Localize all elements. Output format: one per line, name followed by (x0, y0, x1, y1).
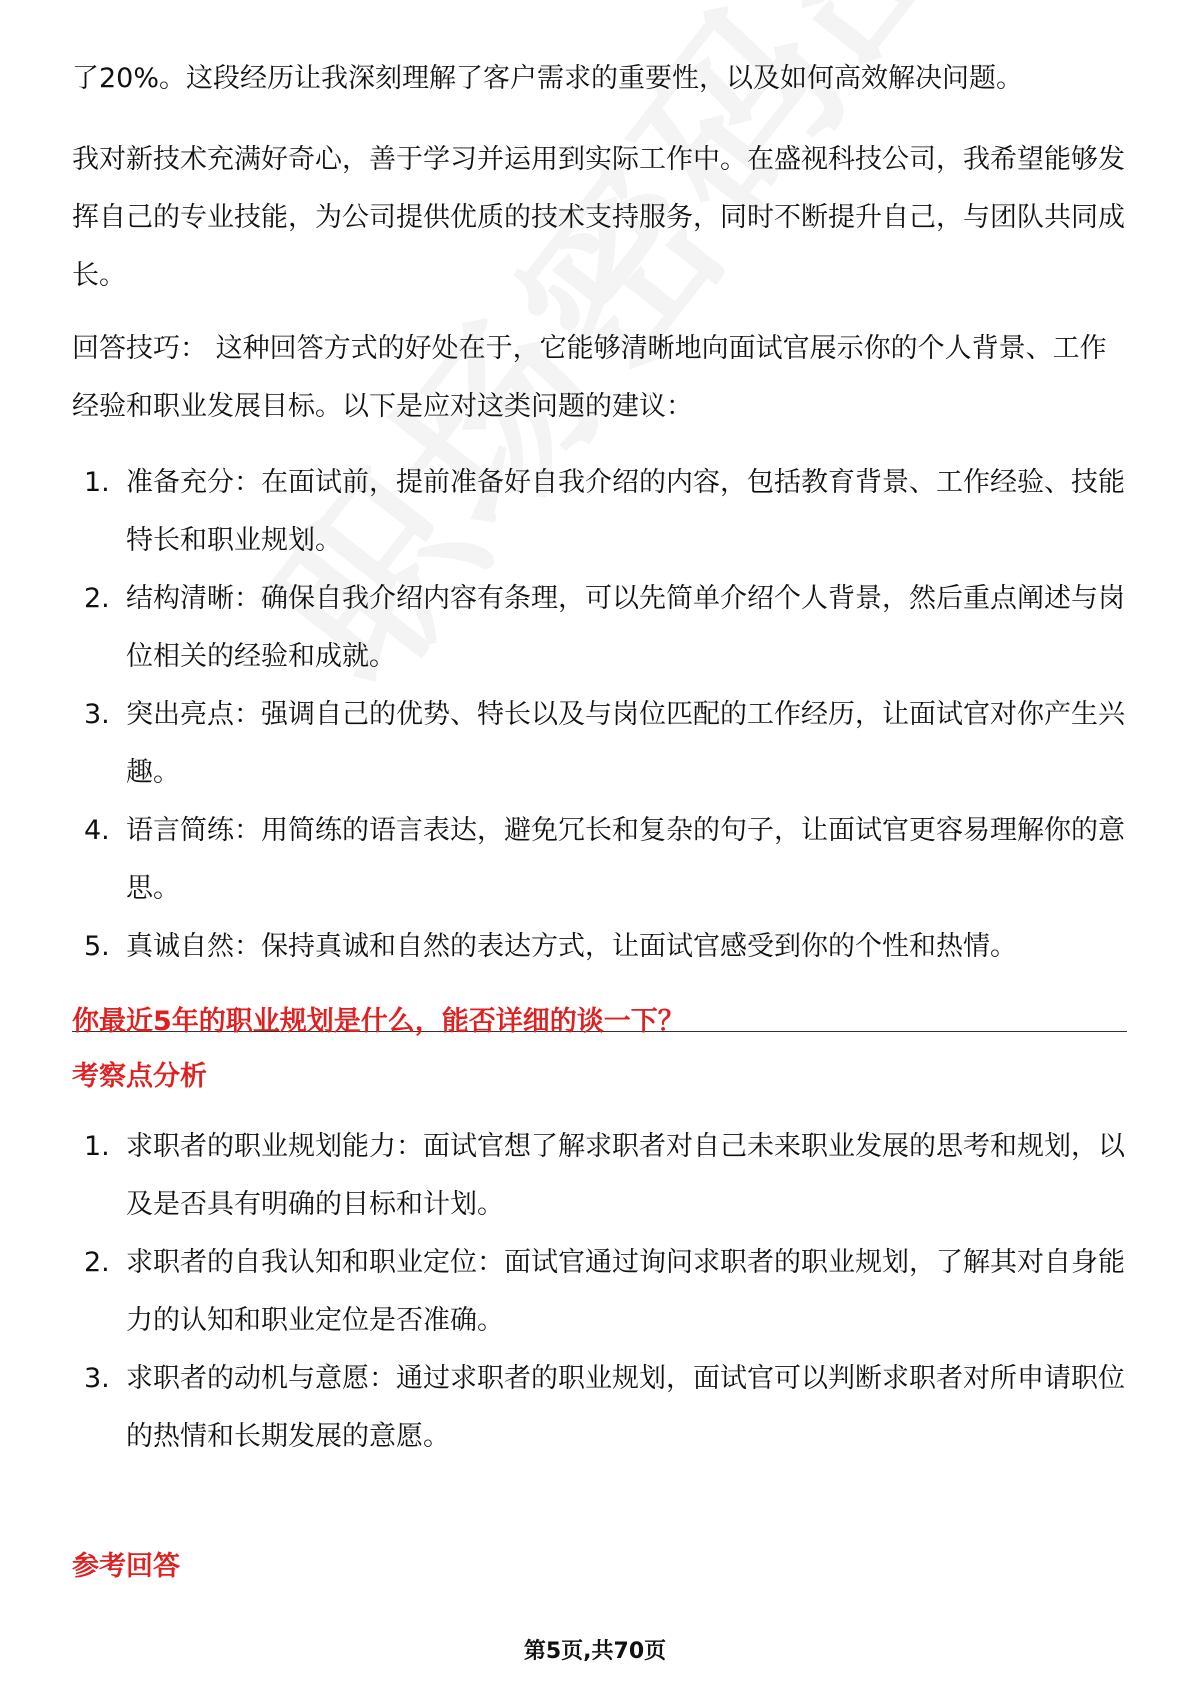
question-title: 你最近5年的职业规划是什么，能否详细的谈一下？ (72, 1006, 685, 1037)
list-number: 2. (84, 1247, 110, 1278)
page-number-footer: 第5页,共70页 (523, 1639, 667, 1664)
list-item-text: 结构清晰：确保自我介绍内容有条理，可以先简单介绍个人背景，然后重点阐述与岗位相关的经验和成就。 (126, 583, 1125, 672)
list-item (72, 570, 1127, 686)
list-item-text: 突出亮点：强调自己的优势、特长以及与岗位匹配的工作经历，让面试官对你产生兴趣。 (126, 699, 1125, 788)
list-item (72, 802, 1127, 918)
list-item-text: 求职者的动机与意愿：通过求职者的职业规划，面试官可以判断求职者对所申请职位的热情和长期发展的意愿。 (126, 1363, 1125, 1452)
tips-paragraph: 回答技巧： 这种回答方式的好处在于，它能够清晰地向面试官展示你的个人背景、工作经验和职业发展目标。以下是应对这类问题的建议： (72, 333, 1107, 422)
list-item (72, 1118, 1127, 1234)
list-item-text: 真诚自然：保持真诚和自然的表达方式，让面试官感受到你的个性和热情。 (126, 931, 1017, 962)
list-item (72, 918, 1127, 976)
intro-paragraph-1: 了20%。这段经历让我深刻理解了客户需求的重要性，以及如何高效解决问题。 (72, 63, 1024, 94)
reference-heading: 参考回答 (72, 1551, 180, 1582)
list-item (72, 686, 1127, 802)
list-item-text: 求职者的职业规划能力：面试官想了解求职者对自己未来职业发展的思考和规划，以及是否具有明确的目标和计划。 (126, 1131, 1125, 1220)
list-number: 3. (84, 1363, 110, 1394)
list-number: 1. (84, 1131, 110, 1162)
tips-list (72, 454, 1127, 976)
list-number: 4. (84, 815, 110, 846)
list-number: 2. (84, 583, 110, 614)
list-item-text: 语言简练：用简练的语言表达，避免冗长和复杂的句子，让面试官更容易理解你的意思。 (126, 815, 1125, 904)
analysis-heading: 考察点分析 (72, 1061, 207, 1092)
list-number: 1. (84, 467, 110, 498)
list-number: 3. (84, 699, 110, 730)
list-number: 5. (84, 931, 110, 962)
document-page (72, 0, 1127, 1684)
list-item (72, 1234, 1127, 1350)
analysis-list (72, 1118, 1127, 1466)
intro-paragraph-2: 我对新技术充满好奇心，善于学习并运用到实际工作中。在盛视科技公司，我希望能够发挥自己的专业技能，为公司提供优质的技术支持服务，同时不断提升自己，与团队共同成长。 (72, 144, 1125, 291)
list-item (72, 454, 1127, 570)
list-item (72, 1350, 1127, 1466)
list-item-text: 准备充分：在面试前，提前准备好自我介绍的内容，包括教育背景、工作经验、技能特长和职业规划。 (126, 467, 1125, 556)
list-item-text: 求职者的自我认知和职业定位：面试官通过询问求职者的职业规划，了解其对自身能力的认知和职业定位是否准确。 (126, 1247, 1125, 1336)
